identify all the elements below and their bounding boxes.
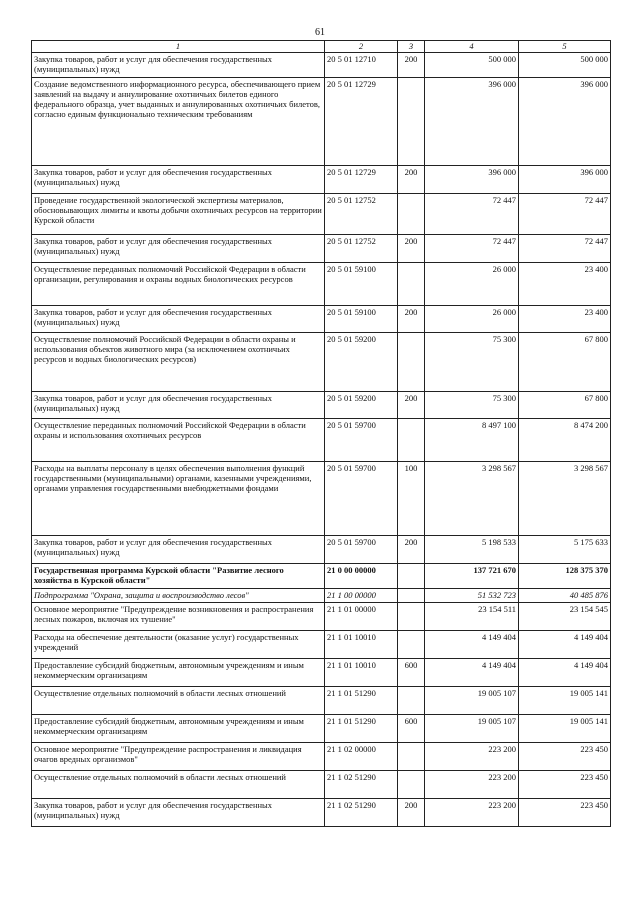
header-col-2: 2 bbox=[325, 41, 398, 53]
row-amount-year-1: 75 300 bbox=[425, 333, 519, 392]
row-amount-year-2: 23 154 545 bbox=[519, 603, 611, 631]
row-amount-year-2: 396 000 bbox=[519, 78, 611, 166]
row-amount-year-2: 5 175 633 bbox=[519, 536, 611, 564]
row-amount-year-1: 75 300 bbox=[425, 392, 519, 419]
row-code: 20 5 01 12752 bbox=[325, 235, 398, 263]
row-amount-year-1: 4 149 404 bbox=[425, 631, 519, 659]
row-expense-type: 200 bbox=[398, 799, 425, 827]
budget-table bbox=[31, 40, 611, 827]
row-name: Осуществление полномочий Российской Федерации в области охраны и использования объектов животного мира (за исключением охотничьих ресурсов и водных биологических ресурсов) bbox=[32, 333, 325, 392]
row-expense-type bbox=[398, 419, 425, 462]
row-expense-type: 600 bbox=[398, 659, 425, 687]
row-amount-year-1: 223 200 bbox=[425, 799, 519, 827]
row-name: Закупка товаров, работ и услуг для обеспечения государственных (муниципальных) нужд bbox=[32, 392, 325, 419]
row-amount-year-2: 8 474 200 bbox=[519, 419, 611, 462]
row-code: 21 1 01 00000 bbox=[325, 603, 398, 631]
row-amount-year-1: 5 198 533 bbox=[425, 536, 519, 564]
row-amount-year-1: 23 154 511 bbox=[425, 603, 519, 631]
table-row bbox=[32, 564, 611, 589]
row-code: 20 5 01 59200 bbox=[325, 392, 398, 419]
row-expense-type: 200 bbox=[398, 536, 425, 564]
header-col-1: 1 bbox=[32, 41, 325, 53]
table-row bbox=[32, 194, 611, 235]
row-amount-year-1: 72 447 bbox=[425, 194, 519, 235]
table-row bbox=[32, 235, 611, 263]
row-expense-type bbox=[398, 603, 425, 631]
row-amount-year-1: 396 000 bbox=[425, 166, 519, 194]
row-expense-type bbox=[398, 589, 425, 603]
row-amount-year-2: 67 800 bbox=[519, 392, 611, 419]
row-expense-type bbox=[398, 771, 425, 799]
table-row bbox=[32, 419, 611, 462]
row-amount-year-1: 19 005 107 bbox=[425, 715, 519, 743]
row-code: 21 1 01 51290 bbox=[325, 687, 398, 715]
table-row bbox=[32, 78, 611, 166]
row-code: 21 1 02 51290 bbox=[325, 799, 398, 827]
row-amount-year-2: 40 485 876 bbox=[519, 589, 611, 603]
table-row bbox=[32, 715, 611, 743]
row-amount-year-2: 23 400 bbox=[519, 306, 611, 333]
page-number: 61 bbox=[315, 27, 325, 38]
header-col-5: 5 bbox=[519, 41, 611, 53]
row-amount-year-2: 19 005 141 bbox=[519, 687, 611, 715]
row-amount-year-2: 67 800 bbox=[519, 333, 611, 392]
row-name: Основное мероприятие "Предупреждение возникновения и распространения лесных пожаров, включая их тушение" bbox=[32, 603, 325, 631]
row-code: 21 1 02 00000 bbox=[325, 743, 398, 771]
row-expense-type: 200 bbox=[398, 306, 425, 333]
table-row bbox=[32, 263, 611, 306]
row-amount-year-2: 72 447 bbox=[519, 194, 611, 235]
table-row bbox=[32, 306, 611, 333]
row-amount-year-2: 72 447 bbox=[519, 235, 611, 263]
row-name: Закупка товаров, работ и услуг для обеспечения государственных (муниципальных) нужд bbox=[32, 166, 325, 194]
table-row bbox=[32, 771, 611, 799]
row-expense-type bbox=[398, 333, 425, 392]
row-amount-year-2: 4 149 404 bbox=[519, 631, 611, 659]
row-amount-year-1: 223 200 bbox=[425, 771, 519, 799]
row-name: Осуществление отдельных полномочий в области лесных отношений bbox=[32, 771, 325, 799]
row-amount-year-1: 72 447 bbox=[425, 235, 519, 263]
row-code: 20 5 01 12729 bbox=[325, 78, 398, 166]
row-code: 21 1 00 00000 bbox=[325, 589, 398, 603]
table-row bbox=[32, 631, 611, 659]
row-code: 20 5 01 59100 bbox=[325, 306, 398, 333]
row-expense-type: 600 bbox=[398, 715, 425, 743]
row-expense-type: 200 bbox=[398, 166, 425, 194]
table-row bbox=[32, 462, 611, 536]
header-col-3: 3 bbox=[398, 41, 425, 53]
row-name: Предоставление субсидий бюджетным, автономным учреждениям и иным некоммерческим организациям bbox=[32, 659, 325, 687]
row-amount-year-1: 137 721 670 bbox=[425, 564, 519, 589]
table-row bbox=[32, 603, 611, 631]
row-name: Государственная программа Курской области "Развитие лесного хозяйства в Курской области" bbox=[32, 564, 325, 589]
row-amount-year-1: 51 532 723 bbox=[425, 589, 519, 603]
row-amount-year-1: 26 000 bbox=[425, 263, 519, 306]
table-row bbox=[32, 743, 611, 771]
row-code: 21 1 01 10010 bbox=[325, 659, 398, 687]
row-expense-type bbox=[398, 194, 425, 235]
row-amount-year-2: 4 149 404 bbox=[519, 659, 611, 687]
row-amount-year-2: 3 298 567 bbox=[519, 462, 611, 536]
row-code: 20 5 01 12729 bbox=[325, 166, 398, 194]
row-amount-year-1: 223 200 bbox=[425, 743, 519, 771]
table-row bbox=[32, 589, 611, 603]
header-col-4: 4 bbox=[425, 41, 519, 53]
row-expense-type: 200 bbox=[398, 235, 425, 263]
row-amount-year-2: 223 450 bbox=[519, 771, 611, 799]
row-name: Расходы на обеспечение деятельности (оказание услуг) государственных учреждений bbox=[32, 631, 325, 659]
row-name: Расходы на выплаты персоналу в целях обеспечения выполнения функций государственными (муниципальными) органами, казенными учреждениями, органами управления государственными внебюджетными фондами bbox=[32, 462, 325, 536]
row-amount-year-1: 8 497 100 bbox=[425, 419, 519, 462]
row-code: 21 1 01 10010 bbox=[325, 631, 398, 659]
row-amount-year-2: 223 450 bbox=[519, 743, 611, 771]
row-name: Закупка товаров, работ и услуг для обеспечения государственных (муниципальных) нужд bbox=[32, 53, 325, 78]
row-name: Закупка товаров, работ и услуг для обеспечения государственных (муниципальных) нужд bbox=[32, 799, 325, 827]
table-row bbox=[32, 333, 611, 392]
row-code: 20 5 01 59100 bbox=[325, 263, 398, 306]
table-row bbox=[32, 687, 611, 715]
row-code: 20 5 01 59700 bbox=[325, 462, 398, 536]
table-row bbox=[32, 166, 611, 194]
table-row bbox=[32, 53, 611, 78]
row-amount-year-2: 500 000 bbox=[519, 53, 611, 78]
column-number-header bbox=[32, 41, 611, 53]
row-name: Предоставление субсидий бюджетным, автономным учреждениям и иным некоммерческим организациям bbox=[32, 715, 325, 743]
table-row bbox=[32, 799, 611, 827]
row-expense-type bbox=[398, 687, 425, 715]
row-expense-type bbox=[398, 564, 425, 589]
row-amount-year-2: 23 400 bbox=[519, 263, 611, 306]
row-name: Подпрограмма "Охрана, защита и воспроизводство лесов" bbox=[32, 589, 325, 603]
row-amount-year-1: 26 000 bbox=[425, 306, 519, 333]
row-name: Основное мероприятие "Предупреждение распространения и ликвидация очагов вредных организмов" bbox=[32, 743, 325, 771]
row-amount-year-2: 223 450 bbox=[519, 799, 611, 827]
row-expense-type bbox=[398, 631, 425, 659]
table-row bbox=[32, 392, 611, 419]
row-name: Осуществление отдельных полномочий в области лесных отношений bbox=[32, 687, 325, 715]
table-row bbox=[32, 536, 611, 564]
row-code: 21 1 01 51290 bbox=[325, 715, 398, 743]
row-code: 20 5 01 12710 bbox=[325, 53, 398, 78]
row-name: Создание ведомственного информационного ресурса, обеспечивающего прием заявлений на выдачу и аннулирование охотничьих билетов единого федерального образца, учет выданных и аннулированных охотничьих билетов, согласно единым функционально техническим требованиям bbox=[32, 78, 325, 166]
row-expense-type: 100 bbox=[398, 462, 425, 536]
row-expense-type bbox=[398, 263, 425, 306]
row-code: 20 5 01 59700 bbox=[325, 419, 398, 462]
row-name: Проведение государственной экологической экспертизы материалов, обосновывающих лимиты и квоты добычи охотничьих ресурсов на территории Курской области bbox=[32, 194, 325, 235]
row-amount-year-2: 396 000 bbox=[519, 166, 611, 194]
row-amount-year-1: 4 149 404 bbox=[425, 659, 519, 687]
row-amount-year-2: 19 005 141 bbox=[519, 715, 611, 743]
row-expense-type: 200 bbox=[398, 53, 425, 78]
table-row bbox=[32, 659, 611, 687]
row-name: Закупка товаров, работ и услуг для обеспечения государственных (муниципальных) нужд bbox=[32, 536, 325, 564]
row-code: 21 1 02 51290 bbox=[325, 771, 398, 799]
row-code: 21 0 00 00000 bbox=[325, 564, 398, 589]
row-expense-type bbox=[398, 78, 425, 166]
row-code: 20 5 01 59700 bbox=[325, 536, 398, 564]
row-amount-year-2: 128 375 370 bbox=[519, 564, 611, 589]
row-expense-type: 200 bbox=[398, 392, 425, 419]
row-amount-year-1: 19 005 107 bbox=[425, 687, 519, 715]
row-code: 20 5 01 12752 bbox=[325, 194, 398, 235]
row-name: Закупка товаров, работ и услуг для обеспечения государственных (муниципальных) нужд bbox=[32, 306, 325, 333]
row-name: Осуществление переданных полномочий Российской Федерации в области организации, регулирования и охраны водных биологических ресурсов bbox=[32, 263, 325, 306]
row-name: Закупка товаров, работ и услуг для обеспечения государственных (муниципальных) нужд bbox=[32, 235, 325, 263]
row-amount-year-1: 500 000 bbox=[425, 53, 519, 78]
row-expense-type bbox=[398, 743, 425, 771]
row-name: Осуществление переданных полномочий Российской Федерации в области охраны и использования охотничьих ресурсов bbox=[32, 419, 325, 462]
row-amount-year-1: 3 298 567 bbox=[425, 462, 519, 536]
row-code: 20 5 01 59200 bbox=[325, 333, 398, 392]
table-body bbox=[32, 53, 611, 827]
row-amount-year-1: 396 000 bbox=[425, 78, 519, 166]
